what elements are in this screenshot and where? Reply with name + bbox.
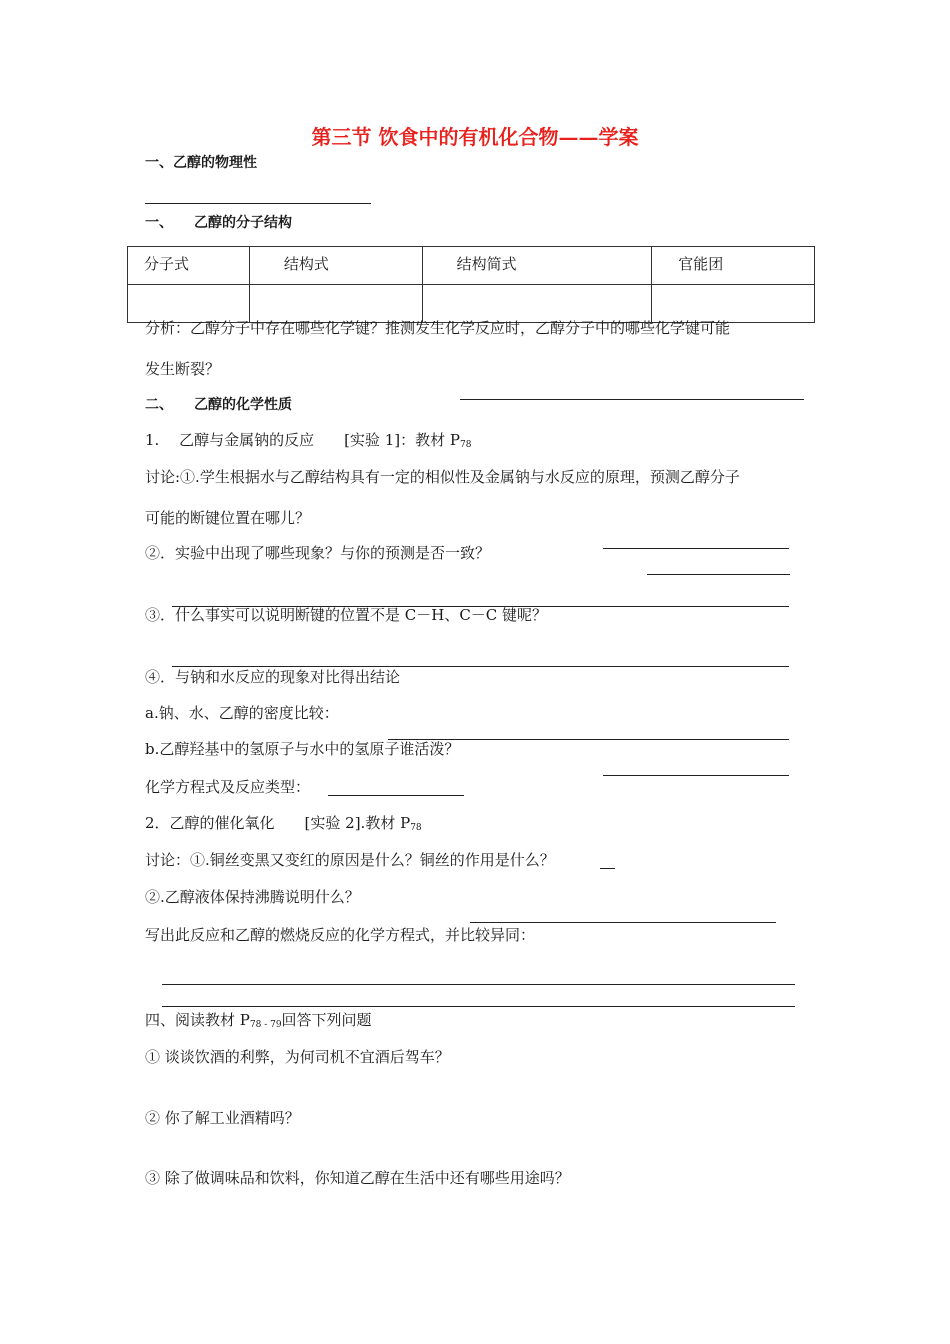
- section-molecular-structure-heading: 一、 乙醇的分子结构: [145, 215, 292, 231]
- question3-text: ③．什么事实可以说明断键的位置不是 C－H、C－C 键呢？: [145, 606, 548, 624]
- page-title: 第三节 饮食中的有机化合物——学案: [311, 125, 639, 149]
- table-header-cell: 分子式: [128, 247, 250, 285]
- question2-text: ②．实验中出现了哪些现象？与你的预测是否一致？: [145, 544, 491, 562]
- answer-line: [162, 984, 795, 985]
- item2-catalytic-oxidation: 2．乙醇的催化氧化 [实验 2].教材 $P_{78}$: [145, 814, 422, 833]
- reading-question2: ② 你了解工业酒精吗？: [145, 1109, 300, 1127]
- reading-question3: ③ 除了做调味品和饮料，你知道乙醇在生活中还有哪些用途吗？: [145, 1169, 570, 1187]
- discussion2-question1: 讨论：①.铜丝变黑又变红的原因是什么？铜丝的作用是什么？: [145, 851, 555, 869]
- answer-line: [647, 574, 790, 575]
- table-header-cell: 结构式: [249, 247, 422, 285]
- answer-line: [470, 922, 776, 923]
- answer-line: [460, 399, 804, 400]
- table-answer-row: [128, 285, 815, 323]
- item1-sodium-reaction: 1. 乙醇与金属钠的反应 [实验 1]：教材 $P_{78}$: [145, 431, 472, 450]
- write-equation-prompt: 写出此反应和乙醇的燃烧反应的化学方程式，并比较异同：: [145, 926, 536, 944]
- analysis-text-line2: 发生断裂？: [145, 360, 221, 378]
- analysis-text-line1: 分析：乙醇分子中存在哪些化学键？推测发生化学反应时，乙醇分子中的哪些化学键可能: [145, 319, 731, 337]
- molecular-structure-table: [127, 246, 815, 323]
- table-header-cell: 官能团: [652, 247, 815, 285]
- table-header-cell: 结构简式: [422, 247, 652, 285]
- answer-line: [603, 548, 789, 549]
- table-answer-cell[interactable]: [249, 285, 422, 323]
- table-header-row: [128, 247, 815, 285]
- question-a-text: a.钠、水、乙醇的密度比较：: [145, 704, 339, 722]
- question4-text: ④．与钠和水反应的现象对比得出结论: [145, 668, 401, 686]
- table-answer-cell[interactable]: [422, 285, 652, 323]
- discussion1-line2: 可能的断键位置在哪儿？: [145, 509, 311, 527]
- answer-line: [145, 203, 371, 204]
- table-answer-cell[interactable]: [128, 285, 250, 323]
- answer-line: [172, 666, 789, 667]
- answer-line: [162, 1006, 795, 1007]
- question-b-text: b.乙醇羟基中的氢原子与水中的氢原子谁活泼？: [145, 740, 460, 758]
- answer-line: [600, 868, 615, 869]
- equation-prompt: 化学方程式及反应类型：: [145, 778, 311, 796]
- table-answer-cell[interactable]: [652, 285, 815, 323]
- answer-line: [603, 775, 789, 776]
- section-chemical-properties-heading: 二、 乙醇的化学性质: [145, 397, 292, 413]
- reading-question1: ① 谈谈饮酒的利弊，为何司机不宜酒后驾车？: [145, 1048, 450, 1066]
- section-reading-heading: 四、阅读教材 $P_{78 - 79}$回答下列问题: [145, 1011, 372, 1030]
- answer-line: [328, 795, 464, 796]
- discussion1-line1: 讨论:①.学生根据水与乙醇结构具有一定的相似性及金属钠与水反应的原理，预测乙醇分子: [145, 468, 740, 486]
- section-physical-properties-heading: 一、乙醇的物理性: [145, 155, 257, 171]
- discussion2-question2: ②.乙醇液体保持沸腾说明什么？: [145, 888, 360, 906]
